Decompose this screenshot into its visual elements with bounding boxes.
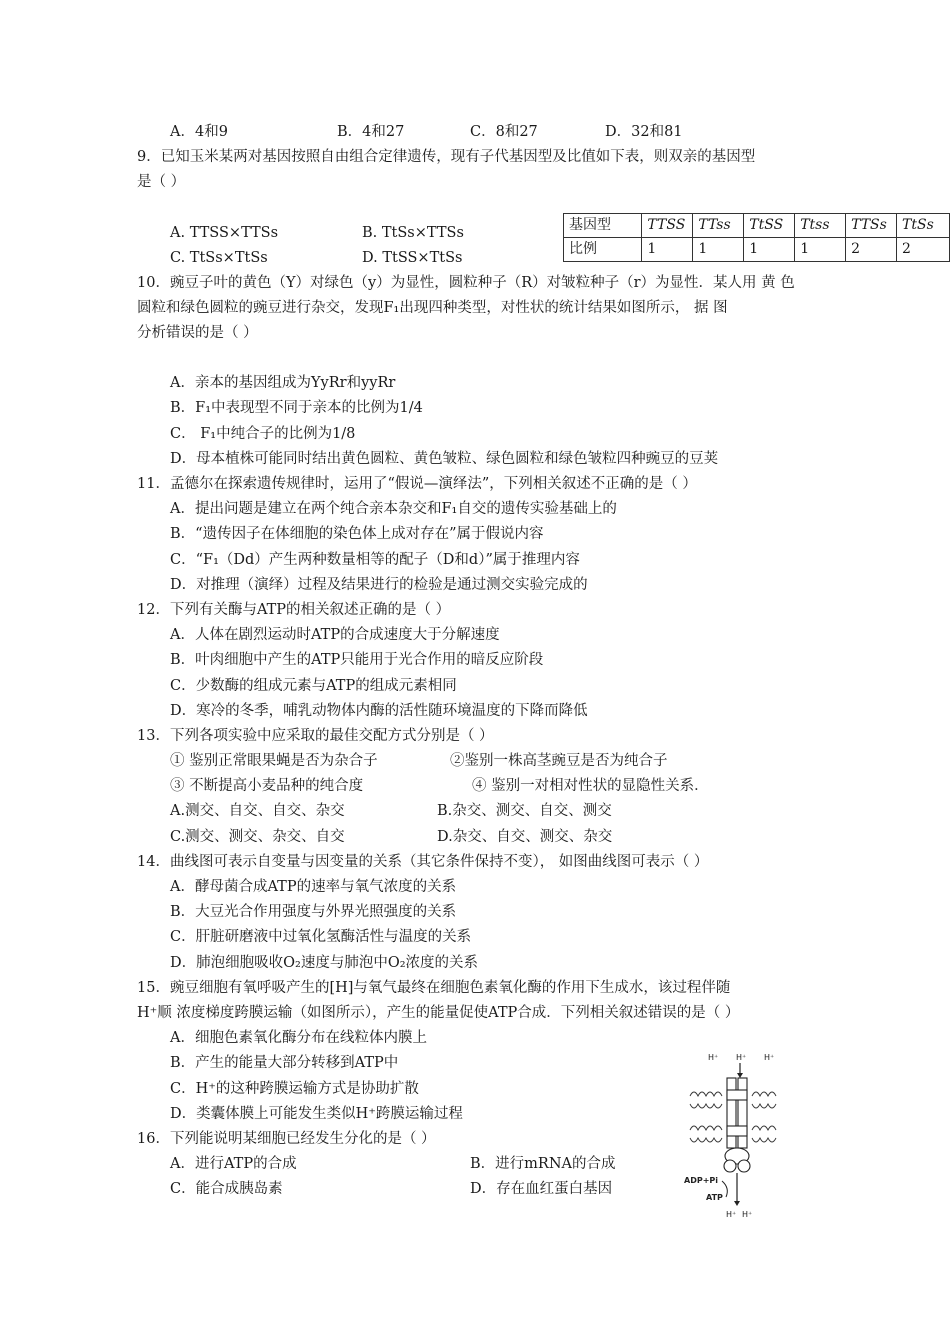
q11-option-b: B．“遗传因子在体细胞的染色体上成对存在”属于假说内容 bbox=[170, 526, 544, 542]
q16-option-b: B．进行mRNA的合成 bbox=[470, 1156, 616, 1172]
table-cell: TtSS bbox=[744, 214, 795, 238]
table-cell: 1 bbox=[795, 238, 846, 262]
q13-item-4: ④ 鉴别一对相对性状的显隐性关系． bbox=[472, 778, 709, 794]
q9-stem-line1: 9．已知玉米某两对基因按照自由组合定律遗传，现有子代基因型及比值如下表，则双亲的基因型 bbox=[137, 149, 756, 165]
q15-stem-line1: 15．豌豆细胞有氧呼吸产生的[H]与氧气最终在细胞色素氧化酶的作用下生成水，该过程伴随 bbox=[137, 980, 731, 996]
q11-option-d: D．对推理（演绎）过程及结果进行的检验是通过测交实验完成的 bbox=[170, 577, 588, 593]
h-ion-label: H⁺ bbox=[742, 1210, 753, 1219]
q16-option-a: A．进行ATP的合成 bbox=[170, 1156, 297, 1172]
q14-option-b: B．大豆光合作用强度与外界光照强度的关系 bbox=[170, 904, 457, 920]
q9-option-b: B. TtSs×TTSs bbox=[362, 225, 464, 241]
q13-item-3: ③ 不断提高小麦品种的纯合度 bbox=[170, 778, 364, 794]
q12-option-d: D．寒冷的冬季，哺乳动物体内酶的活性随环境温度的下降而降低 bbox=[170, 703, 588, 719]
q12-stem: 12．下列有关酶与ATP的相关叙述正确的是（ ） bbox=[137, 602, 451, 618]
q14-stem: 14．曲线图可表示自变量与因变量的关系（其它条件保持不变）， 如图曲线图可表示（ ） bbox=[137, 854, 709, 870]
table-cell: 2 bbox=[846, 238, 897, 262]
h-ion-label: H⁺ bbox=[764, 1053, 775, 1062]
q11-option-c: C．“F₁（Dd）产生两种数量相等的配子（D和d）”属于推理内容 bbox=[170, 552, 580, 568]
h-ion-label: H⁺ bbox=[708, 1053, 719, 1062]
q13-item-2: ②鉴别一株高茎豌豆是否为纯合子 bbox=[450, 753, 668, 769]
q11-stem: 11．孟德尔在探索遗传规律时，运用了“假说—演绎法”，下列相关叙述不正确的是（ ） bbox=[137, 476, 697, 492]
q14-option-c: C．肝脏研磨液中过氧化氢酶活性与温度的关系 bbox=[170, 929, 472, 945]
q10-stem-line2: 圆粒和绿色圆粒的豌豆进行杂交，发现F₁出现四种类型，对性状的统计结果如图所示， 据 图 bbox=[137, 300, 728, 316]
q10-option-a: A．亲本的基因组成为YyRr和yyRr bbox=[170, 375, 396, 391]
q10-stem-line3: 分析错误的是（ ） bbox=[137, 325, 258, 341]
atp-synthase-membrane-diagram bbox=[680, 1048, 780, 1220]
q12-option-a: A．人体在剧烈运动时ATP的合成速度大于分解速度 bbox=[170, 627, 500, 643]
q8-option-d: D．32和81 bbox=[605, 124, 683, 140]
q15-option-b: B．产生的能量大部分转移到ATP中 bbox=[170, 1055, 399, 1071]
q12-option-b: B．叶肉细胞中产生的ATP只能用于光合作用的暗反应阶段 bbox=[170, 652, 544, 668]
q12-option-c: C．少数酶的组成元素与ATP的组成元素相同 bbox=[170, 678, 457, 694]
table-cell: TTSS bbox=[642, 214, 693, 238]
q13-option-c: C.测交、测交、杂交、自交 bbox=[170, 829, 345, 845]
q8-option-b: B．4和27 bbox=[337, 124, 405, 140]
q13-option-d: D.杂交、自交、测交、杂交 bbox=[437, 829, 613, 845]
table-cell: 1 bbox=[744, 238, 795, 262]
q9-option-a: A. TTSS×TTSs bbox=[170, 225, 279, 241]
q16-stem: 16．下列能说明某细胞已经发生分化的是（ ） bbox=[137, 1131, 436, 1147]
table-cell: 1 bbox=[693, 238, 744, 262]
adp-label: ADP+Pi bbox=[684, 1176, 719, 1185]
q14-option-d: D．肺泡细胞吸收O₂速度与肺泡中O₂浓度的关系 bbox=[170, 955, 479, 971]
q13-option-a: A.测交、自交、自交、杂交 bbox=[170, 803, 345, 819]
h-ion-label: H⁺ bbox=[726, 1210, 737, 1219]
q10-option-c: C． F₁中纯合子的比例为1/8 bbox=[170, 426, 356, 442]
q10-option-d: D．母本植株可能同时结出黄色圆粒、黄色皱粒、绿色圆粒和绿色皱粒四种豌豆的豆荚 bbox=[170, 451, 719, 467]
table-cell: Ttss bbox=[795, 214, 846, 238]
q10-stem-line1: 10．豌豆子叶的黄色（Y）对绿色（y）为显性，圆粒种子（R）对皱粒种子（r）为显性．某人用 黄 色 bbox=[137, 275, 795, 291]
table-row bbox=[564, 238, 950, 262]
q15-option-a: A．细胞色素氧化酶分布在线粒体内膜上 bbox=[170, 1030, 427, 1046]
table-cell: TTSs bbox=[846, 214, 897, 238]
table-cell: 2 bbox=[897, 238, 950, 262]
table-cell: 1 bbox=[642, 238, 693, 262]
q10-option-b: B．F₁中表现型不同于亲本的比例为1/4 bbox=[170, 400, 423, 416]
q15-option-d: D．类囊体膜上可能发生类似H⁺跨膜运输过程 bbox=[170, 1106, 463, 1122]
q13-option-b: B.杂交、测交、自交、测交 bbox=[437, 803, 612, 819]
atp-label: ATP bbox=[706, 1193, 723, 1202]
q8-option-a: A．4和9 bbox=[170, 124, 228, 140]
q16-option-c: C．能合成胰岛素 bbox=[170, 1181, 283, 1197]
table-row bbox=[564, 214, 950, 238]
q8-option-c: C．8和27 bbox=[470, 124, 538, 140]
q16-option-d: D．存在血红蛋白基因 bbox=[470, 1181, 613, 1197]
q13-item-1: ① 鉴别正常眼果蝇是否为杂合子 bbox=[170, 753, 378, 769]
h-ion-label: H⁺ bbox=[736, 1053, 747, 1062]
table-header-ratio: 比例 bbox=[564, 238, 642, 262]
table-cell: TtSs bbox=[897, 214, 950, 238]
genotype-ratio-table bbox=[563, 213, 950, 262]
q13-stem: 13．下列各项实验中应采取的最佳交配方式分别是（ ） bbox=[137, 728, 494, 744]
table-header-genotype: 基因型 bbox=[564, 214, 642, 238]
q9-stem-line2: 是（ ） bbox=[137, 174, 186, 190]
q15-stem-line2: H⁺顺 浓度梯度跨膜运输（如图所示），产生的能量促使ATP合成．下列相关叙述错误的是（ ） bbox=[137, 1005, 740, 1021]
table-cell: TTss bbox=[693, 214, 744, 238]
q15-option-c: C．H⁺的这种跨膜运输方式是协助扩散 bbox=[170, 1081, 419, 1097]
q14-option-a: A．酵母菌合成ATP的速率与氧气浓度的关系 bbox=[170, 879, 457, 895]
q11-option-a: A．提出问题是建立在两个纯合亲本杂交和F₁自交的遗传实验基础上的 bbox=[170, 501, 617, 517]
q9-option-d: D. TtSS×TtSs bbox=[362, 250, 463, 266]
q9-option-c: C. TtSs×TtSs bbox=[170, 250, 268, 266]
